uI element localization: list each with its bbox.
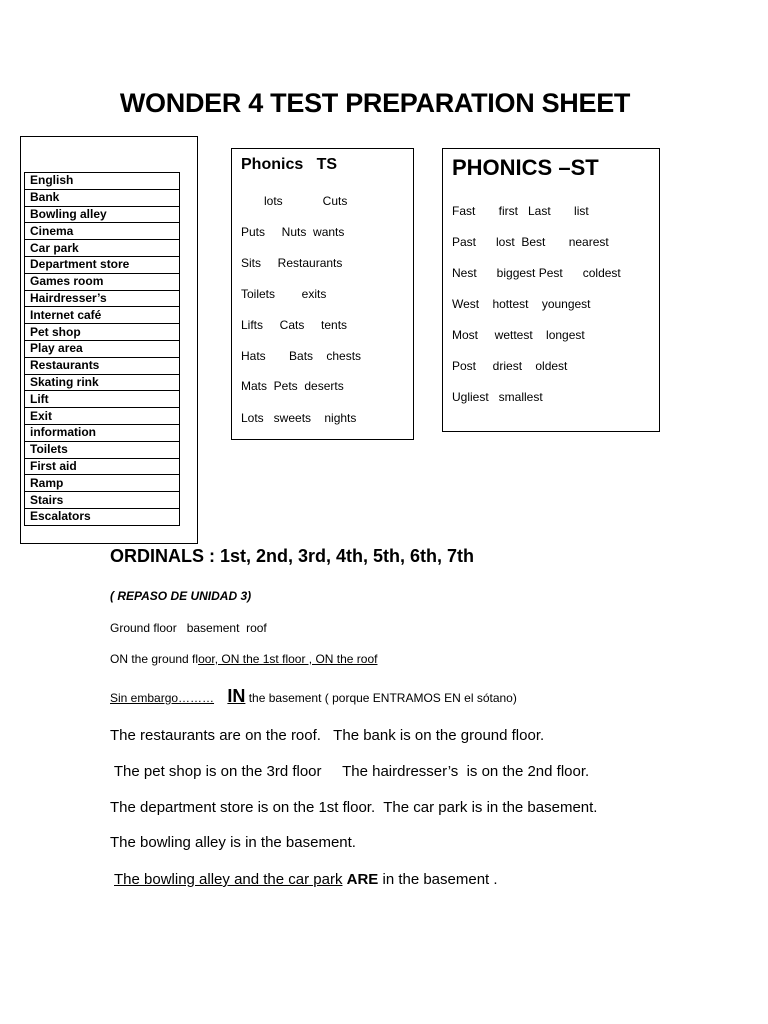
- vocabulary-word: Bank: [25, 189, 180, 206]
- vocabulary-word: information: [25, 424, 180, 441]
- in-word: IN: [227, 686, 246, 706]
- vocabulary-row: [25, 508, 180, 525]
- vocabulary-row: [25, 290, 180, 307]
- floors-line: Ground floor basement roof: [110, 621, 267, 635]
- example-sentence: The department store is on the 1st floor. The car park is in the basement.: [110, 799, 598, 816]
- vocabulary-row: [25, 340, 180, 357]
- phonics-st-title: PHONICS –ST: [452, 155, 599, 180]
- phonics-ts-line: Sits Restaurants: [241, 256, 343, 270]
- final-sentence: [114, 871, 498, 888]
- vocabulary-row: [25, 441, 180, 458]
- vocabulary-row: [25, 173, 180, 190]
- vocabulary-word: English: [25, 173, 180, 190]
- vocabulary-word: Play area: [25, 340, 180, 357]
- vocabulary-row: [25, 240, 180, 257]
- vocabulary-row: [25, 256, 180, 273]
- sin-embargo-rest: the basement ( porque ENTRAMOS EN el sótano): [245, 691, 517, 705]
- phonics-ts-line: lots Cuts: [264, 194, 348, 208]
- phonics-ts-line: Lots sweets nights: [241, 411, 357, 425]
- vocabulary-row: [25, 206, 180, 223]
- vocabulary-word: Pet shop: [25, 324, 180, 341]
- sin-embargo-lead: Sin embargo………: [110, 691, 215, 705]
- vocabulary-word: Department store: [25, 256, 180, 273]
- vocabulary-word: Exit: [25, 408, 180, 425]
- phonics-st-line: Ugliest smallest: [452, 390, 543, 404]
- phonics-ts-title: Phonics TS: [241, 156, 338, 173]
- phonics-st-line: West hottest youngest: [452, 297, 591, 311]
- example-sentence: The pet shop is on the 3rd floor The hairdresser’s is on the 2nd floor.: [110, 763, 590, 780]
- example-sentence: The restaurants are on the roof. The bank is on the ground floor.: [110, 727, 545, 744]
- vocabulary-row: [25, 374, 180, 391]
- on-rule-line: [110, 652, 377, 666]
- phonics-st-line: Post driest oldest: [452, 359, 568, 373]
- ordinals-heading: ORDINALS : 1st, 2nd, 3rd, 4th, 5th, 6th, 7th: [110, 546, 475, 566]
- vocabulary-row: [25, 391, 180, 408]
- vocabulary-row: [25, 307, 180, 324]
- vocabulary-row: [25, 492, 180, 509]
- phonics-st-line: Past lost Best nearest: [452, 235, 609, 249]
- vocabulary-row: [25, 273, 180, 290]
- vocabulary-word: Stairs: [25, 492, 180, 509]
- sin-embargo-line: [110, 686, 517, 707]
- vocabulary-row: [25, 324, 180, 341]
- phonics-ts-line: Toilets exits: [241, 287, 327, 301]
- on-rule-part-2: oor, ON the 1st floor , ON the roof: [198, 652, 378, 666]
- final-sentence-verb: ARE: [346, 871, 379, 888]
- vocabulary-row: [25, 189, 180, 206]
- vocabulary-word: Skating rink: [25, 374, 180, 391]
- final-sentence-subject: The bowling alley and the car park: [114, 871, 343, 888]
- phonics-ts-line: Puts Nuts wants: [241, 225, 345, 239]
- final-sentence-rest: in the basement .: [378, 871, 498, 888]
- phonics-st-line: Most wettest longest: [452, 328, 585, 342]
- vocabulary-box: [20, 136, 198, 544]
- example-sentence: The bowling alley is in the basement.: [110, 834, 356, 851]
- vocabulary-word: Hairdresser’s: [25, 290, 180, 307]
- page-title: WONDER 4 TEST PREPARATION SHEET: [119, 88, 631, 118]
- vocabulary-word: Restaurants: [25, 357, 180, 374]
- vocabulary-row: [25, 223, 180, 240]
- vocabulary-word: Car park: [25, 240, 180, 257]
- vocabulary-row: [25, 357, 180, 374]
- review-note: ( REPASO DE UNIDAD 3): [110, 589, 252, 603]
- vocabulary-row: [25, 458, 180, 475]
- vocabulary-word: Lift: [25, 391, 180, 408]
- vocabulary-row: [25, 475, 180, 492]
- vocabulary-word: Internet café: [25, 307, 180, 324]
- vocabulary-row: [25, 424, 180, 441]
- vocabulary-word: Ramp: [25, 475, 180, 492]
- phonics-ts-line: Hats Bats chests: [241, 349, 362, 363]
- phonics-st-box: [442, 148, 660, 432]
- phonics-st-line: Fast first Last list: [452, 204, 589, 218]
- vocabulary-word: Bowling alley: [25, 206, 180, 223]
- vocabulary-word: Toilets: [25, 441, 180, 458]
- on-rule-part-1: ON the ground fl: [110, 652, 199, 666]
- vocabulary-row: [25, 408, 180, 425]
- vocabulary-word: Cinema: [25, 223, 180, 240]
- phonics-st-line: Nest biggest Pest coldest: [452, 266, 621, 280]
- vocabulary-word: First aid: [25, 458, 180, 475]
- phonics-ts-line: Lifts Cats tents: [241, 318, 348, 332]
- phonics-ts-line: Mats Pets deserts: [241, 379, 344, 393]
- vocabulary-word: Escalators: [25, 508, 180, 525]
- vocabulary-table: [24, 172, 180, 526]
- vocabulary-word: Games room: [25, 273, 180, 290]
- phonics-ts-box: [231, 148, 414, 440]
